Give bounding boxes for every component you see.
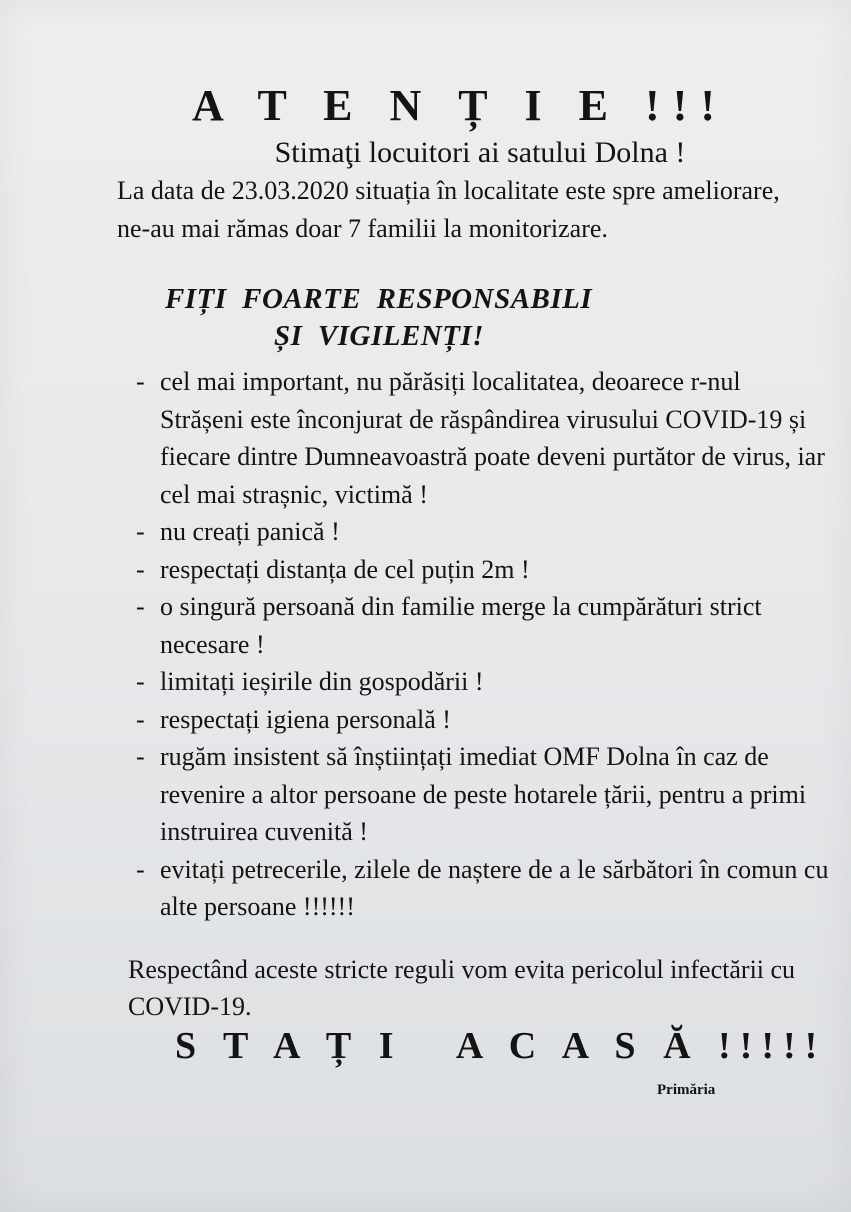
bullet-dash: - <box>136 592 145 621</box>
rule-item <box>130 588 830 663</box>
bullet-dash: - <box>136 554 145 584</box>
rule-item <box>130 551 830 589</box>
bullet-dash: - <box>136 367 145 396</box>
appeal-heading-line1: FIȚI FOARTE RESPONSABILI <box>165 283 593 315</box>
rule-text: cel mai important, nu părăsiți localitatea, deoarece r-nul Strășeni este înconjurat de răspândirea virusului COVID-19 și fiecare dintre Dumneavoastră poate deveni purtător de virus, iar cel mai strașnic, victimă ! <box>160 367 825 509</box>
bullet-dash: - <box>136 704 145 734</box>
notice-title: A T E N Ț I E !!! <box>191 81 728 130</box>
rule-text: respectați igiena personală ! <box>160 704 451 734</box>
rule-item <box>130 851 830 926</box>
rule-item <box>130 701 830 739</box>
rule-text: rugăm insistent să înștiințați imediat OMF Dolna în caz de revenire a altor persoane de peste hotarele țării, pentru a primi instruirea cuvenită ! <box>160 742 807 846</box>
closing-paragraph: Respectând aceste stricte reguli vom evita pericolul infectării cu COVID-19. <box>128 955 796 1021</box>
bullet-dash: - <box>136 742 145 771</box>
rule-text: limitați ieșirile din gospodării ! <box>160 667 484 696</box>
appeal-heading-line2: ȘI VIGILENȚI! <box>274 320 485 352</box>
rules-list <box>130 363 830 926</box>
rule-item <box>130 363 830 513</box>
rule-item <box>130 738 830 851</box>
greeting: Stimaţi locuitori ai satului Dolna ! <box>274 136 686 169</box>
bullet-dash: - <box>136 517 145 546</box>
rule-text: o singură persoană din familie merge la cumpărături strict necesare ! <box>160 592 762 659</box>
rule-text: respectați distanța de cel puțin 2m ! <box>160 554 530 584</box>
signature: Primăria <box>657 1082 716 1098</box>
bullet-dash: - <box>136 854 145 884</box>
bullet-dash: - <box>136 667 145 696</box>
intro-paragraph: La data de 23.03.2020 situația în localitate este spre ameliorare, ne-au mai rămas doar 7 familii la monitorizare. <box>117 176 780 243</box>
rule-text: nu creați panică ! <box>160 517 340 546</box>
rule-item <box>130 663 830 701</box>
rule-text: evitați petrecerile, zilele de naștere de a le sărbători în comun cu alte persoane !!!!!! <box>160 854 829 921</box>
stay-home-heading: S T A Ț I A C A S Ă !!!!! <box>175 1025 827 1067</box>
rule-item <box>130 513 830 551</box>
